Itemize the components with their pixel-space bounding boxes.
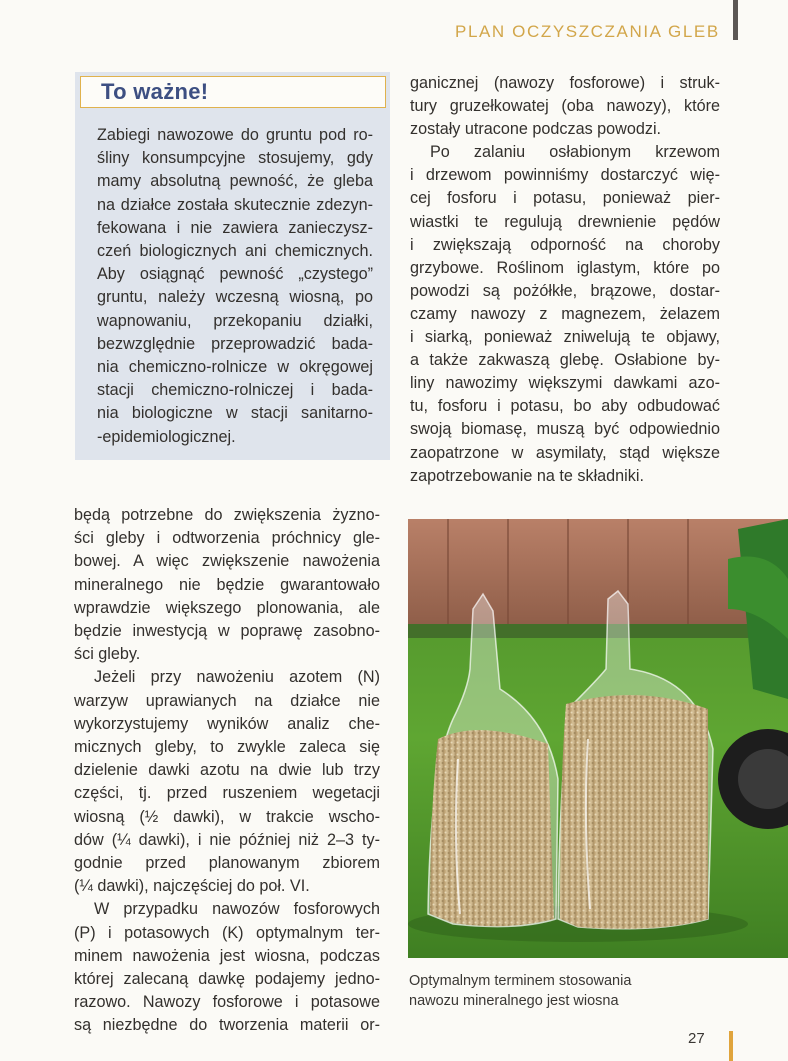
- right-column-text: [410, 72, 720, 488]
- text-line: dów (¼ dawki), i nie później niż 2–3 ty-: [74, 830, 380, 849]
- text-line: części, tj. przed ruszeniem wegetacji: [74, 784, 380, 803]
- text-line: będą potrzebne do zwiększenia żyzno-: [74, 506, 380, 524]
- text-line: będzie inwestycją w poprawę zasobno-: [74, 622, 380, 641]
- left-column-text: [74, 504, 380, 1038]
- text-line: wapnowaniu, przekopaniu działki,: [97, 311, 373, 330]
- text-line: W przypadku nawozów fosforowych: [94, 900, 380, 919]
- text-line: liny nawozimy większymi dawkami azo-: [410, 374, 720, 393]
- text-line: mineralnego nie będzie gwarantowało: [74, 575, 380, 594]
- text-line: mamy absolutną pewność, że gleba: [97, 172, 373, 191]
- caption-line: nawozu mineralnego jest wiosna: [409, 993, 619, 1009]
- text-line: czeń biologicznych ani chemicznych.: [97, 242, 373, 261]
- text-line: godnie przed planowanym zbiorem: [74, 854, 380, 873]
- text-line: fekowana i nie zawiera zanieczysz-: [97, 218, 373, 237]
- text-line: czamy nawozy z magnezem, żelazem: [410, 304, 720, 323]
- text-line: śliny konsumpcyjne stosujemy, gdy: [97, 149, 373, 168]
- important-note-header: [80, 76, 386, 108]
- text-line: zostały utracone podczas powodzi.: [410, 120, 662, 139]
- fertilizer-bags-photo: [408, 519, 788, 958]
- text-line: zapotrzebowanie na te składniki.: [410, 466, 644, 485]
- text-line: cej fosforu i potasu, ponieważ pier-: [410, 189, 720, 208]
- text-line: dzielenie dawki azotu na dwie lub trzy: [74, 761, 380, 780]
- text-line: swoją biomasę, muszą być odpowiednio: [410, 420, 720, 439]
- text-line: Aby osiągnąć pewność „czystego”: [97, 265, 373, 284]
- caption-line: Optymalnym terminem stosowania: [409, 973, 632, 989]
- text-line: ści gleby.: [74, 645, 141, 664]
- text-line: Po zalaniu osłabionym krzewom: [430, 143, 720, 162]
- text-line: i zwiększają odporność na choroby: [410, 235, 720, 254]
- text-line: stacji chemiczno-rolniczej i bada-: [97, 381, 373, 400]
- text-line: i drzewom powinniśmy dostarczyć wię-: [410, 166, 720, 185]
- text-line: Jeżeli przy nawożeniu azotem (N): [94, 668, 380, 687]
- text-line: bowej. A więc zwiększenie nawożenia: [74, 552, 380, 571]
- text-line: razowo. Nawozy fosforowe i potasowe: [74, 993, 380, 1012]
- text-line: -epidemiologicznej.: [97, 427, 236, 446]
- text-line: minem nawożenia jest wiosna, podczas: [74, 946, 380, 965]
- text-line: wiosną (½ dawki), w trakcie wscho-: [74, 807, 380, 826]
- photo-caption: [409, 971, 739, 1011]
- text-line: (P) i potasowych (K) optymalnym ter-: [74, 923, 380, 942]
- text-line: ganicznej (nawozy fosforowe) i struk-: [410, 74, 720, 92]
- text-line: powodzi są pożółkłe, brązowe, dostar-: [410, 281, 720, 300]
- text-line: wykorzystujemy wyników analiz che-: [74, 714, 380, 733]
- header-bar: [733, 0, 738, 40]
- text-line: micznych gleby, to zwykle zaleca się: [74, 738, 380, 757]
- important-note-text: [97, 124, 373, 449]
- page-number-bar: [729, 1031, 733, 1061]
- text-line: Zabiegi nawozowe do gruntu pod ro-: [97, 126, 373, 144]
- text-line: grzybowe. Roślinom iglastym, które po: [410, 258, 720, 277]
- text-line: a także zakwaszą glebę. Osłabione by-: [410, 351, 720, 370]
- text-line: nia biologiczne w stacji sanitarno-: [97, 404, 373, 423]
- text-line: ści gleby i odtworzenia próchnicy gle-: [74, 529, 380, 548]
- text-line: (¼ dawki), najczęściej do poł. VI.: [74, 877, 310, 896]
- page-number: 27: [688, 1030, 705, 1047]
- text-line: nia chemiczno-rolnicze w okręgowej: [97, 358, 373, 377]
- text-line: wiastki te regulują drewnienie pędów: [410, 212, 720, 231]
- text-line: i siarką, ponieważ zniwelują te objawy,: [410, 328, 720, 347]
- text-line: bezwzględnie przeprowadzić bada-: [97, 334, 373, 353]
- text-line: której zalecaną dawkę podajemy jedno-: [74, 970, 380, 989]
- important-note-title: To ważne!: [101, 79, 209, 104]
- important-note-box: [75, 72, 390, 460]
- text-line: tury gruzełkowatej (oba nawozy), które: [410, 97, 720, 116]
- text-line: warzyw uprawianych na działce nie: [74, 691, 380, 710]
- text-line: są niezbędne do tworzenia materii or-: [74, 1016, 380, 1035]
- text-line: na działce została skutecznie zdezyn-: [97, 195, 373, 214]
- text-line: gruntu, należy wczesną wiosną, po: [97, 288, 373, 307]
- text-line: zaopatrzone w asymilaty, stąd większe: [410, 443, 720, 462]
- text-line: tu, fosforu i potasu, bo aby odbudować: [410, 397, 720, 416]
- section-title: PLAN OCZYSZCZANIA GLEB: [455, 22, 720, 41]
- text-line: wprawdzie większego plonowania, ale: [74, 598, 380, 617]
